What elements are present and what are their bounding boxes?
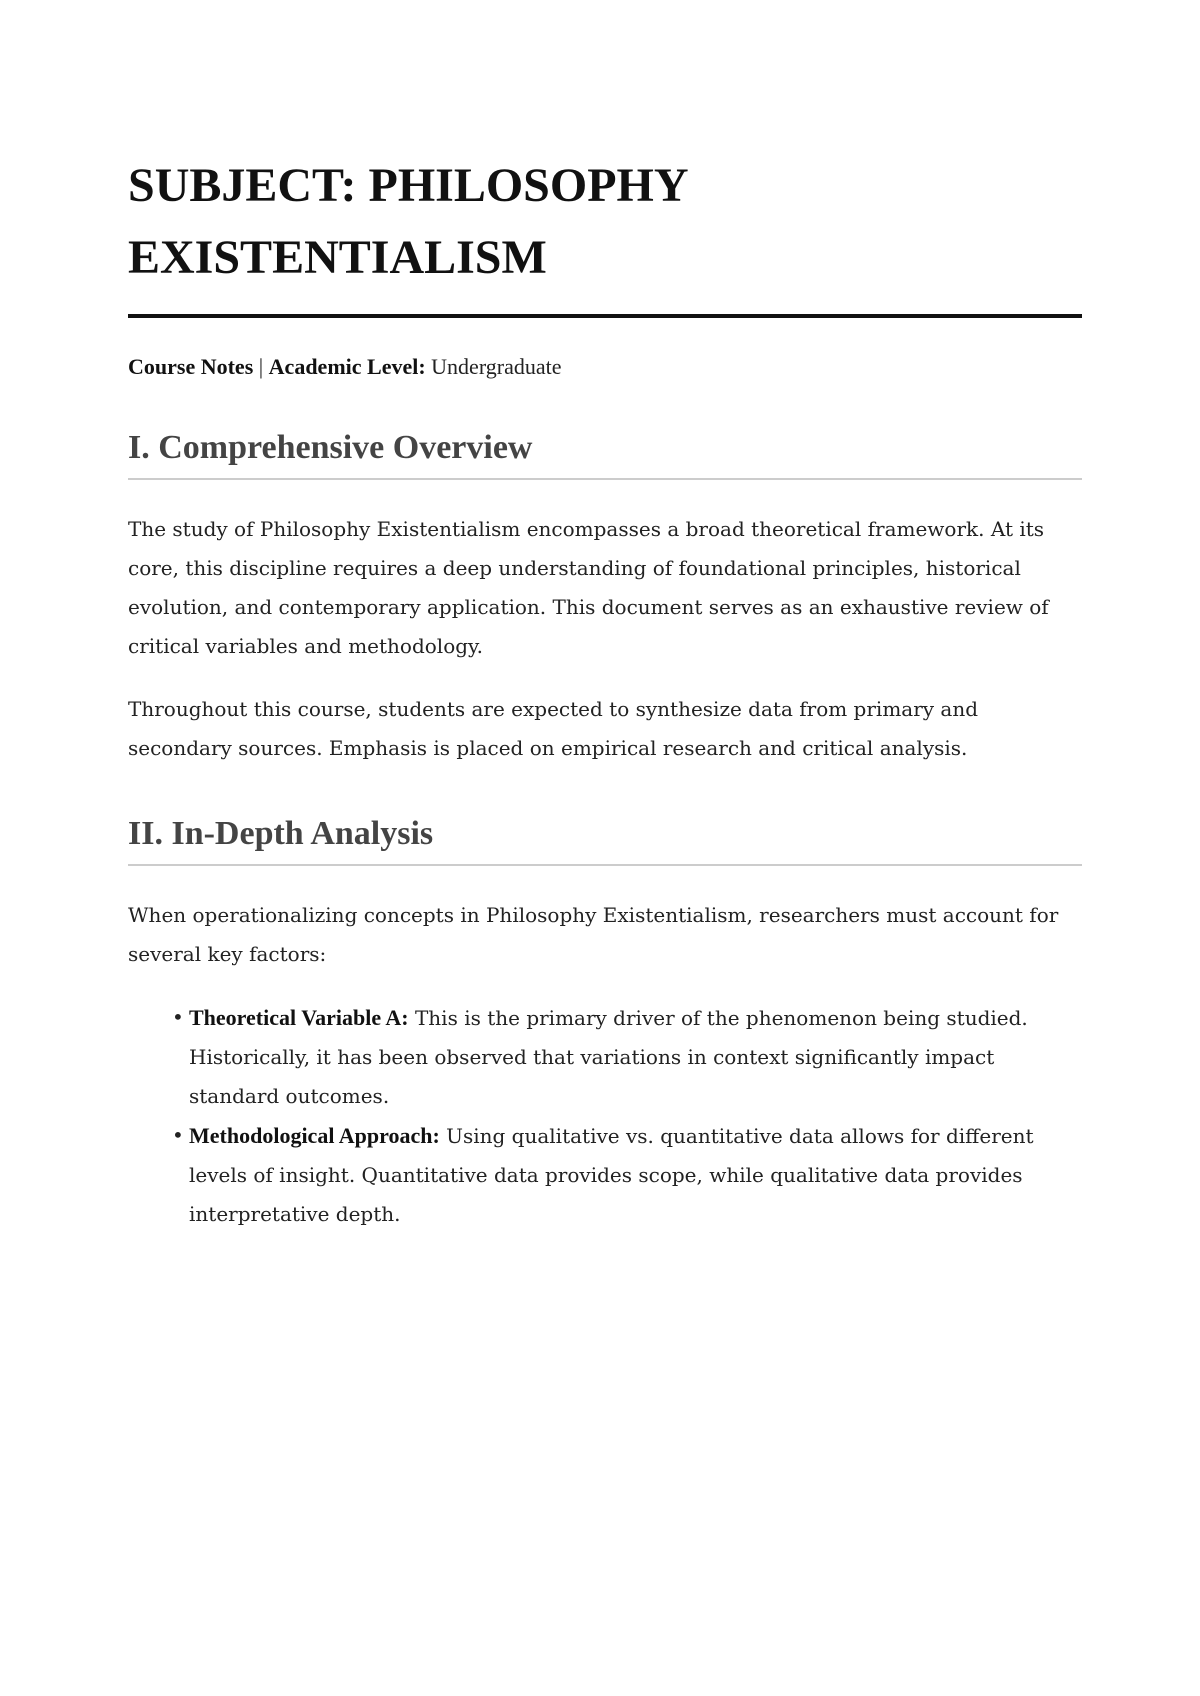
- meta-separator: |: [253, 354, 269, 379]
- list-item-text: Using qualitative vs. quantitative data allows for different levels of insight. Quantitative data provides scope, while qualitative data provides interpretative depth.: [189, 1124, 1034, 1226]
- section-analysis: [128, 812, 1082, 1234]
- list-item: [172, 998, 1082, 1116]
- document-page: [128, 150, 1082, 1234]
- document-title: SUBJECT: PHILOSOPHY EXISTENTIALISM: [128, 150, 1082, 318]
- section-heading: II. In-Depth Analysis: [128, 812, 1082, 866]
- bullet-icon: •: [172, 1123, 184, 1147]
- academic-level-value: Undergraduate: [425, 354, 562, 379]
- course-meta: [128, 352, 1082, 382]
- course-label: Course Notes: [128, 354, 254, 379]
- paragraph: When operationalizing concepts in Philosophy Existentialism, researchers must account for several key factors:: [128, 903, 1059, 966]
- list-item-text: This is the primary driver of the phenomenon being studied. Historically, it has been observed that variations in context significantly impact standard outcomes.: [189, 1006, 1028, 1108]
- list-item-term: Theoretical Variable A:: [189, 1005, 409, 1030]
- section-heading: I. Comprehensive Overview: [128, 426, 1082, 480]
- list-item: [172, 1116, 1082, 1234]
- academic-level-label: Academic Level:: [268, 354, 426, 379]
- factor-list: [128, 998, 1082, 1234]
- paragraph: Throughout this course, students are expected to synthesize data from primary and secondary sources. Emphasis is placed on empirical research and critical analysis.: [128, 697, 979, 760]
- section-overview: [128, 426, 1082, 768]
- paragraph: The study of Philosophy Existentialism encompasses a broad theoretical framework. At its core, this discipline requires a deep understanding of foundational principles, historical evolution, and contemporary application. This document serves as an exhaustive review of critical variables and methodology.: [128, 517, 1049, 658]
- bullet-icon: •: [172, 1005, 184, 1029]
- list-item-term: Methodological Approach:: [189, 1123, 440, 1148]
